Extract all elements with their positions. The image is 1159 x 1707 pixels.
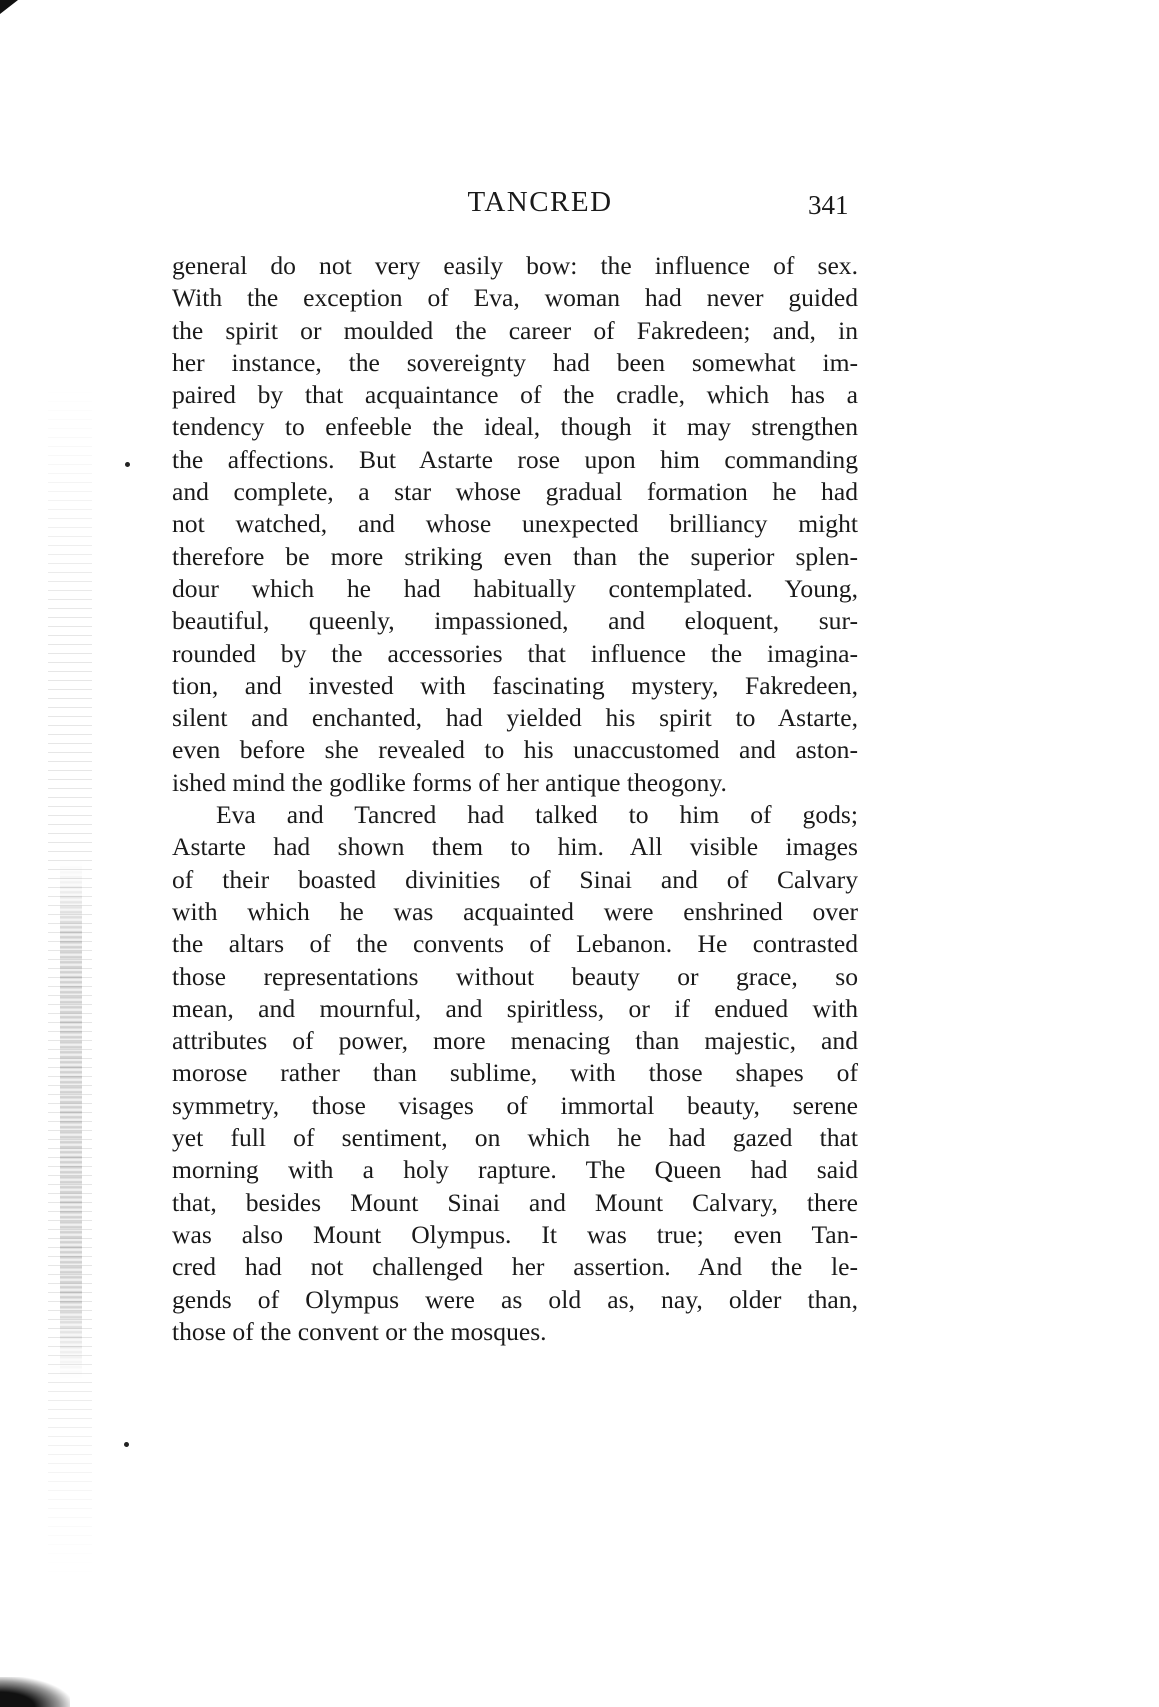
text-line: and complete, a star whose gradual formation he had [172,477,858,507]
text-line: mean, and mournful, and spiritless, or if endued with [172,993,858,1023]
text-line: ished mind the godlike forms of her antique theogony. [172,767,727,797]
text-line: those representations without beauty or grace, so [172,961,858,991]
running-title: TANCRED [467,186,613,218]
paragraph [172,799,858,1348]
scan-corner-mark [0,0,18,14]
text-line: morose rather than sublime, with those shapes of [172,1058,858,1088]
scan-corner-shadow [0,1677,70,1707]
running-head [0,186,1159,226]
text-line: beautiful, queenly, impassioned, and eloquent, sur- [172,606,858,636]
text-line: the spirit or moulded the career of Fakredeen; and, in [172,315,858,345]
text-line: Eva and Tancred had talked to him of gods; [216,800,858,830]
text-line: morning with a holy rapture. The Queen had said [172,1155,858,1185]
page-number: 341 [808,190,849,220]
text-line: the altars of the convents of Lebanon. He contrasted [172,929,858,959]
text-line: symmetry, those visages of immortal beauty, serene [172,1090,858,1120]
text-line: those of the convent or the mosques. [172,1316,547,1346]
binding-shadow-dark [60,860,82,1380]
text-line: rounded by the accessories that influence the imagina- [172,638,858,668]
text-line: tendency to enfeeble the ideal, though it may strengthen [172,412,858,442]
text-line: not watched, and whose unexpected brilliancy might [172,509,858,539]
scan-speck [125,462,130,467]
text-line: attributes of power, more menacing than majestic, and [172,1026,858,1056]
scan-speck [124,1442,129,1447]
body-text [172,250,858,1348]
text-line: Astarte had shown them to him. All visible images [172,832,858,862]
text-line: gends of Olympus were as old as, nay, older than, [172,1284,858,1314]
text-line: that, besides Mount Sinai and Mount Calvary, there [172,1187,858,1217]
text-line: the affections. But Astarte rose upon him commanding [172,444,858,474]
text-line: With the exception of Eva, woman had never guided [172,283,858,313]
text-line: cred had not challenged her assertion. And the le- [172,1252,858,1282]
text-line: yet full of sentiment, on which he had gazed that [172,1123,858,1153]
text-line: dour which he had habitually contemplated. Young, [172,573,858,603]
text-line: therefore be more striking even than the superior splen- [172,541,858,571]
text-line: paired by that acquaintance of the cradle, which has a [172,380,858,410]
text-line: of their boasted divinities of Sinai and of Calvary [172,864,858,894]
paragraph [172,250,858,799]
text-line: with which he was acquainted were enshrined over [172,896,858,926]
text-line: general do not very easily bow: the influence of sex. [172,251,858,280]
text-line: silent and enchanted, had yielded his spirit to Astarte, [172,703,858,733]
text-line: tion, and invested with fascinating mystery, Fakredeen, [172,670,858,700]
text-line: her instance, the sovereignty had been somewhat im- [172,347,858,377]
text-line: even before she revealed to his unaccustomed and aston- [172,735,858,765]
text-line: was also Mount Olympus. It was true; even Tan- [172,1219,858,1249]
